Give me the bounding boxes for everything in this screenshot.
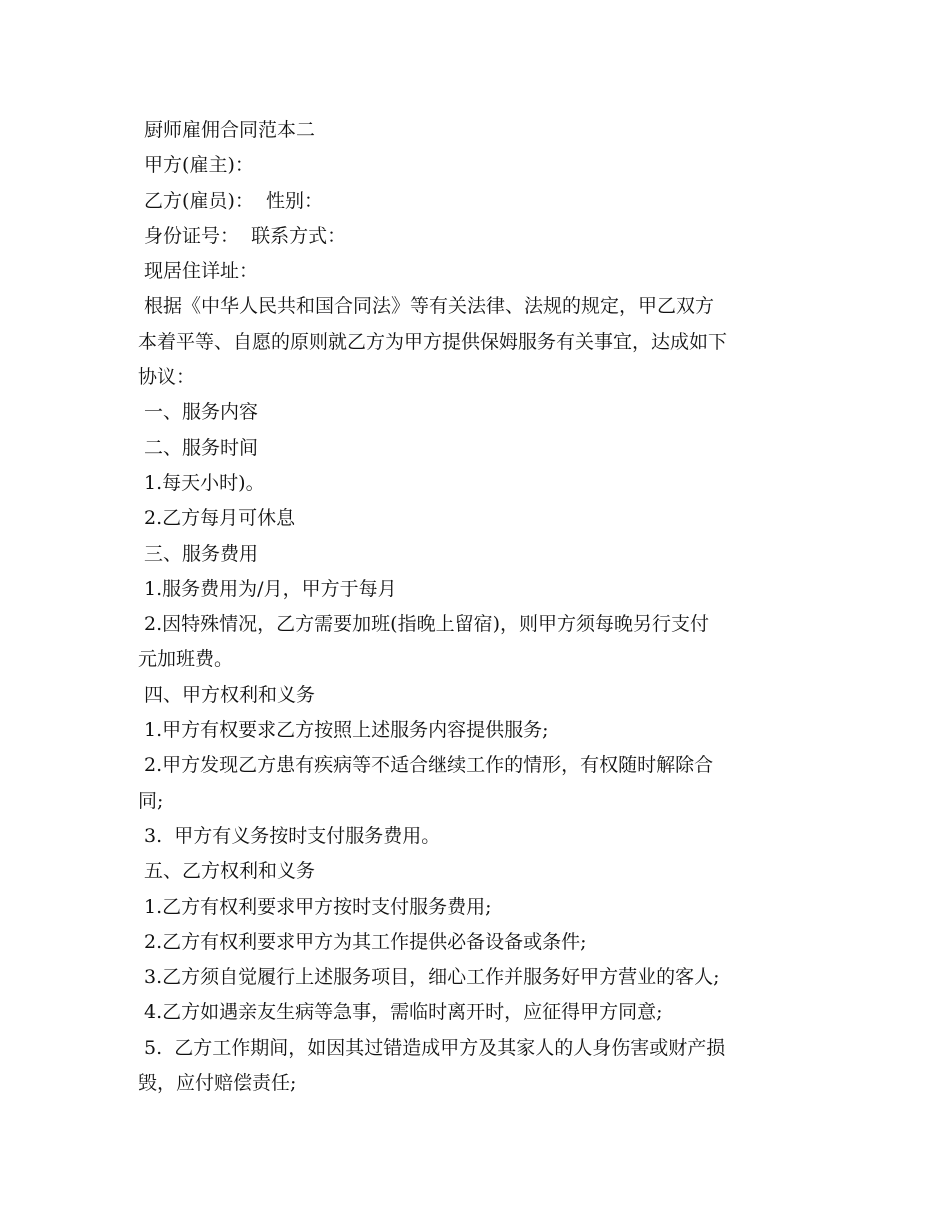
preamble-line: 本着平等、自愿的原则就乙方为甲方提供保姆服务有关事宜，达成如下	[138, 330, 728, 353]
clause-line: 5. 乙方工作期间，如因其过错造成甲方及其家人的人身伤害或财产损	[138, 1036, 726, 1059]
clause-line: 1.甲方有权要求乙方按照上述服务内容提供服务;	[138, 719, 549, 742]
clause-line: 1.服务费用为/月，甲方于每月	[138, 577, 397, 600]
clause-line: 毁，应付赔偿责任;	[138, 1072, 297, 1095]
section-heading: 五、乙方权利和义务	[138, 860, 316, 883]
preamble-line: 协议：	[138, 366, 196, 389]
preamble-line: 根据《中华人民共和国合同法》等有关法律、法规的规定，甲乙双方	[138, 295, 715, 318]
address-line: 现居住详址：	[138, 260, 259, 283]
clause-line: 2.乙方每月可休息	[138, 507, 296, 530]
section-heading: 三、服务费用	[138, 542, 259, 565]
section-heading: 二、服务时间	[138, 436, 259, 459]
section-heading: 四、甲方权利和义务	[138, 683, 316, 706]
party-b-line: 乙方(雇员)： 性别：	[138, 189, 323, 212]
party-a-line: 甲方(雇主)：	[138, 154, 254, 177]
clause-line: 元加班费。	[138, 648, 234, 671]
document-body	[138, 113, 818, 1101]
section-heading: 一、服务内容	[138, 401, 259, 424]
document-title: 厨师雇佣合同范本二	[138, 119, 316, 141]
clause-line: 3.乙方须自觉履行上述服务项目，细心工作并服务好甲方营业的客人;	[138, 966, 720, 989]
clause-line: 1.每天小时)。	[138, 471, 265, 494]
clause-line: 2.乙方有权利要求甲方为其工作提供必备设备或条件;	[138, 930, 587, 953]
clause-line: 1.乙方有权利要求甲方按时支付服务费用;	[138, 895, 492, 918]
clause-line: 同;	[138, 789, 164, 812]
clause-line: 3. 甲方有义务按时支付服务费用。	[138, 824, 441, 847]
clause-line: 2.因特殊情况，乙方需要加班(指晚上留宿)，则甲方须每晚另行支付	[138, 613, 709, 636]
id-contact-line: 身份证号： 联系方式：	[138, 224, 347, 247]
clause-line: 2.甲方发现乙方患有疾病等不适合继续工作的情形，有权随时解除合	[138, 754, 714, 777]
clause-line: 4.乙方如遇亲友生病等急事，需临时离开时，应征得甲方同意;	[138, 1001, 663, 1024]
